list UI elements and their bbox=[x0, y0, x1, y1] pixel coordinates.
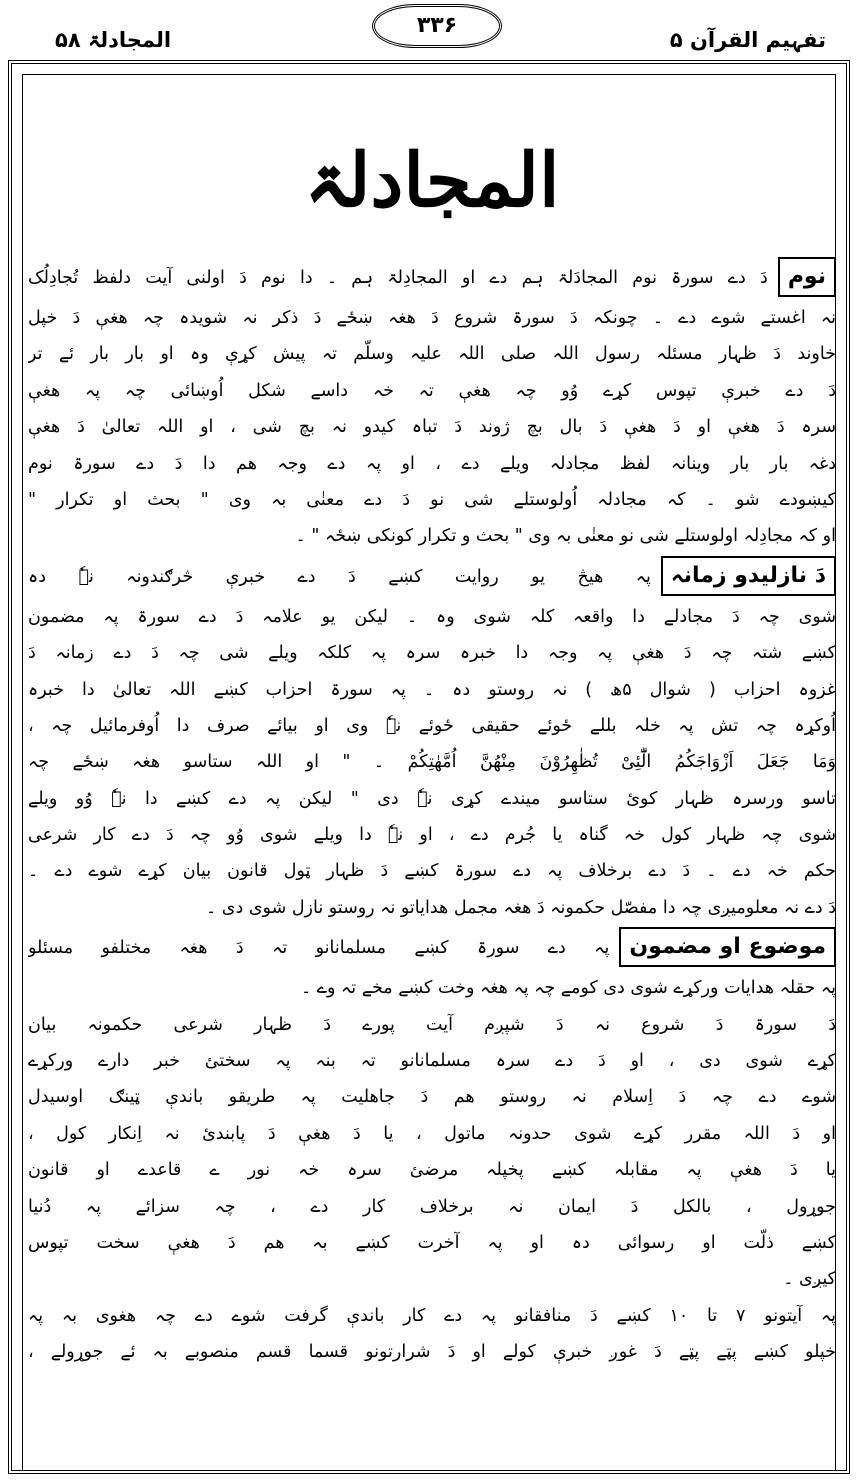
text-line bbox=[28, 256, 836, 300]
text-line: سرہ دَ ھغې او دَ ھغې دَ بال بچ ژوند دَ تباہ کیدو نہ بچ شی ، او اللہ تعالیٰ دَ ھغې bbox=[28, 417, 836, 438]
text-line: کیښودے شو ۔ کہ مجادلہ اُولوستلے شی نو دَ دے معنٰی بہ وی " بحث او تکرار " bbox=[28, 489, 836, 510]
text-line: شوی چہ ظہار کول خہ گناہ یا جُرم دے ، او نہٗ دا ویلے شوی وُو چہ دَ دے کار شرعی bbox=[28, 825, 836, 846]
text-line: شوی چہ دَ مجادلے دا واقعہ کلہ شوی وہ ۔ لیکن یو علامہ دَ دے سورۃ پہ مضمون bbox=[28, 606, 836, 627]
text-line: خپلو کښے پټے پټے دَ غوږ خبرې کولے او دَ شرارتونو قسما قسم منصوبے بہ ئے جوړولے ، bbox=[28, 1342, 836, 1363]
text-line: غزوہ احزاب ( شوال ۵ھ ) نہ روستو دہ ۔ پہ سورۃ احزاب کښے اللہ تعالیٰ دا خبرہ bbox=[28, 679, 836, 700]
text-line: نہ اغستے شوے دے ۔ چونکہ دَ سورۃ شروع دَ ھغہ ښځے دَ ذکر نہ شویدہ چہ ھغې دَ خپل bbox=[28, 308, 836, 328]
text-line: دَ سورۃ دَ شروع نہ دَ شپږم آیت پورے دَ ظہار شرعی حکمونہ بیان bbox=[28, 1014, 836, 1035]
text-line bbox=[28, 555, 836, 599]
surah-title: المجادلۃ bbox=[304, 138, 560, 224]
quran-verse-line: وَمَا جَعَلَ اَزْوَاجَكُمُ الّٰٓئِیْ تُظٰهِرُوْنَ مِنْهُنَّ اُمَّهٰتِكُمْ ۔ " او اللہ ستاسو ھغہ ښځے چہ bbox=[28, 752, 836, 773]
book-title: تفہیم القرآن ۵ bbox=[669, 28, 826, 52]
page-header bbox=[0, 0, 864, 58]
body-text bbox=[28, 256, 836, 1371]
text-line: دَ دے نہ معلومیږی چہ دا مفصّل حکمونہ دَ ھغہ مجمل ھدایاتو نہ روستو نازل شوی دی ۔ bbox=[205, 897, 836, 918]
text-line: کښے ذلّت او رسوائی دہ او پہ آخرت کښے بہ ھم دَ ھغې سخت تپوس bbox=[28, 1232, 836, 1253]
text-line: کړے شوی دی ، او دَ دے سرہ مسلمانانو تہ بنہ پہ سختئ خبر دارے ورکړے bbox=[28, 1051, 836, 1072]
text-line: خاوند دَ ظہار مسئلہ رسول اللہ صلی اللہ علیہ وسلّم تہ پیش کړې وہ او بار بار ئے تر bbox=[28, 344, 836, 365]
surah-reference: المجادلۃ ۵۸ bbox=[55, 28, 172, 52]
text-line: یا دَ ھغې پہ مقابلہ کښے پخپلہ مرضئ سرہ خہ نور ے قاعدے او قانون bbox=[28, 1160, 836, 1181]
text-line: او کہ مجادِلہ اولوستلے شی نو معنٰی بہ وی " بحث و تکرار کونکی ښځہ " ۔ bbox=[295, 526, 836, 547]
text-line: دَ دے سورۃ نوم المجادَلۃ ہم دے او المجادِلۃ ہم ۔ دا نوم دَ اولنی آیت دلفظ تُجادِلُک bbox=[28, 268, 768, 288]
section-heading-mazmoon: موضوع او مضمون bbox=[619, 927, 836, 967]
text-line: جوړول ، بالکل دَ ایمان نہ برخلاف کار دے ، چہ سزائے پہ دُنیا bbox=[28, 1196, 836, 1217]
text-line: حکم خہ دے ۔ دَ دے برخلاف پہ دے سورۃ کښے دَ ظہار ټول قانون بیان کړے شوے دے ۔ bbox=[28, 861, 836, 882]
text-line: شوے دے چہ دَ اِسلام نہ روستو ھم دَ جاھلیت پہ طریقو باندې ټینګ اوسیدل bbox=[28, 1087, 836, 1108]
text-line: دغہ بار بار وینانہ لفظ مجادلہ ویلے دے ، او پہ دے وجہ ھم دا دَ دے سورۃ نوم bbox=[28, 453, 836, 474]
text-line: کښے شتہ چہ دَ ھغې پہ وجہ دا خبرہ سرہ پہ کلکہ ویلے شی چہ دَ دے زمانہ دَ bbox=[28, 643, 836, 664]
text-line: اُوکړہ چہ تش پہ خلہ بللے ځوئے حقیقی ځوئے نہٗ وی او بیائے صرف دا اُوفرمائیل چہ ، bbox=[28, 715, 836, 736]
section-heading-nuzool: دَ نازلیدو زمانہ bbox=[661, 556, 836, 596]
text-line: تاسو ورسرہ ظہار کوئ ستاسو میندے کړی نہٗ دی " لیکن پہ دے کښے دا نہٗ وُو ویلے bbox=[28, 788, 836, 809]
text-line: کیږی ۔ bbox=[783, 1269, 836, 1290]
section-heading-naam: نوم bbox=[778, 257, 836, 297]
text-line: پہ آیتونو ۷ تا ۱۰ کښے دَ منافقانو پہ دے کار باندې گرفت شوے دے چہ ھغوی بہ پہ bbox=[28, 1305, 836, 1326]
text-line: پہ حقلہ ھدایات ورکړے شوی دی کومے چہ پہ ھغہ وخت کښے مخے تہ وے ۔ bbox=[300, 978, 836, 999]
text-line: دَ دے خبرې تپوس کړے وُو چہ ھغې تہ خہ داسے شکل اُوښائی چہ پہ ھغې bbox=[28, 380, 836, 401]
text-line: پہ دے سورۃ کښے مسلمانانو تہ دَ ھغہ مختلفو مسئلو bbox=[28, 938, 610, 959]
page-number: ۳۳۶ bbox=[372, 4, 502, 48]
text-line: او دَ اللہ مقرر کړے شوی حدونہ ماتول ، یا دَ ھغې دَ پابندئ نہ اِنکار کول ، bbox=[28, 1123, 836, 1144]
text-line: پہ ھیڅ یو روایت کښے دَ دے خبرې څرګندونہ نہٗ دہ bbox=[28, 566, 651, 587]
text-line bbox=[28, 926, 836, 970]
